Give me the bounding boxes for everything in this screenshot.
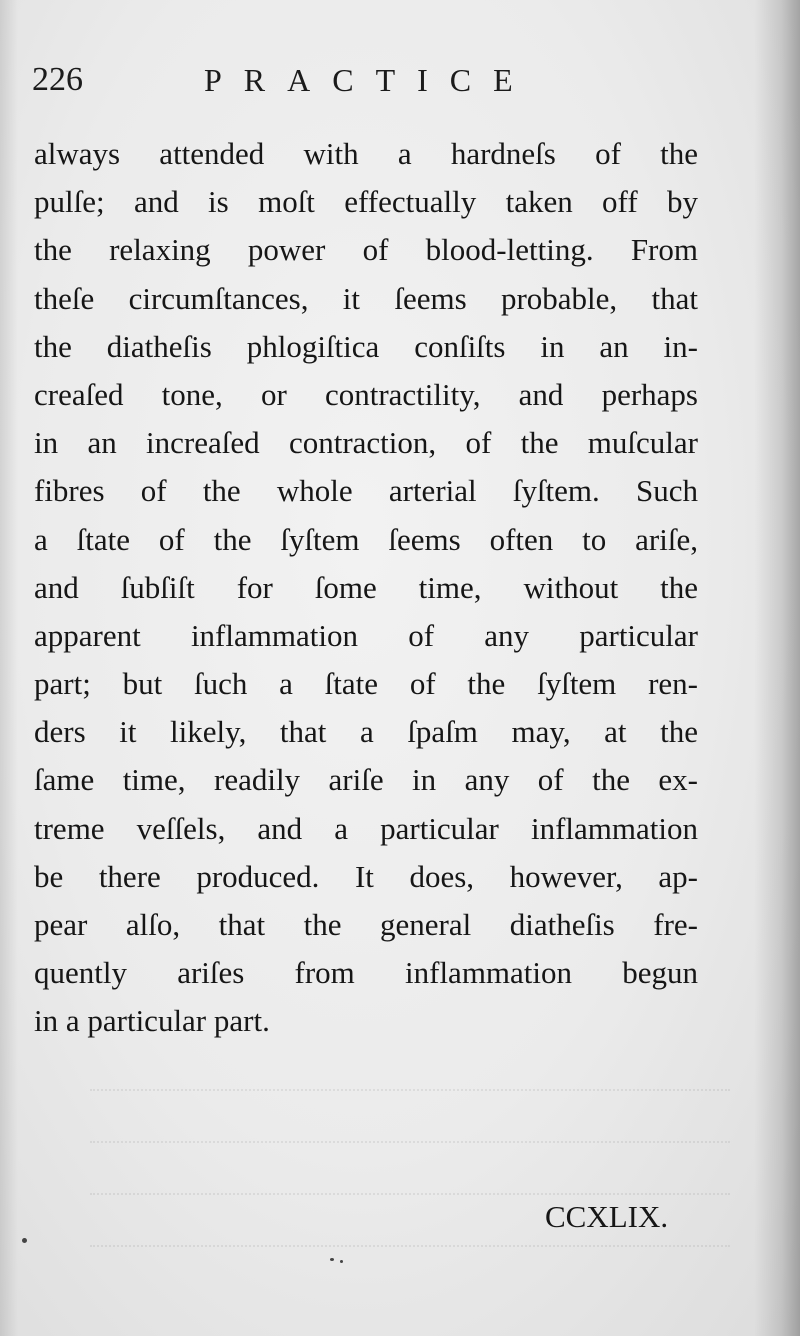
text-line: a ſtate of the ſyſtem ſeems often to ariſe, <box>34 521 698 557</box>
text-line: always attended with a hardneſs of the <box>34 136 698 171</box>
text-line: ders it likely, that a ſpaſm may, at the <box>34 714 698 750</box>
text-line: quently ariſes from inflammation begun <box>34 955 698 991</box>
text-line: the diatheſis phlogiſtica conſiſts in an in- <box>34 328 698 364</box>
text-line: creaſed tone, or contractility, and perhaps <box>34 376 698 412</box>
text-line: theſe circumſtances, it ſeems probable, that <box>34 280 698 316</box>
body-text <box>34 130 698 1046</box>
text-line: pear alſo, that the general diatheſis fre- <box>34 907 698 942</box>
paper-speck <box>22 1238 27 1243</box>
text-line: in an increaſed contraction, of the muſcular <box>34 425 698 461</box>
paper-speck <box>340 1260 343 1263</box>
text-line: the relaxing power of blood-letting. From <box>34 232 698 268</box>
text-line: fibres of the whole arterial ſyſtem. Such <box>34 473 698 509</box>
page-edge-shadow <box>754 0 800 1336</box>
running-head: PRACTICE <box>204 62 535 98</box>
text-line: part; but ſuch a ſtate of the ſyſtem ren- <box>34 666 698 702</box>
gutter-shadow <box>0 0 18 1336</box>
text-line: be there produced. It does, however, ap- <box>34 858 698 894</box>
text-line: apparent inflammation of any particular <box>34 617 698 653</box>
page-number: 226 <box>32 61 83 98</box>
page-header <box>32 58 732 102</box>
text-line: treme veſſels, and a particular inflammation <box>34 810 698 846</box>
catchword: CCXLIX. <box>545 1199 669 1234</box>
paper-speck <box>330 1258 334 1261</box>
text-line: ſame time, readily ariſe in any of the ex- <box>34 762 698 798</box>
text-line: and ſubſiſt for ſome time, without the <box>34 569 698 605</box>
text-line: in a particular part. <box>34 1003 270 1039</box>
text-line: pulſe; and is moſt effectually taken off by <box>34 184 698 220</box>
